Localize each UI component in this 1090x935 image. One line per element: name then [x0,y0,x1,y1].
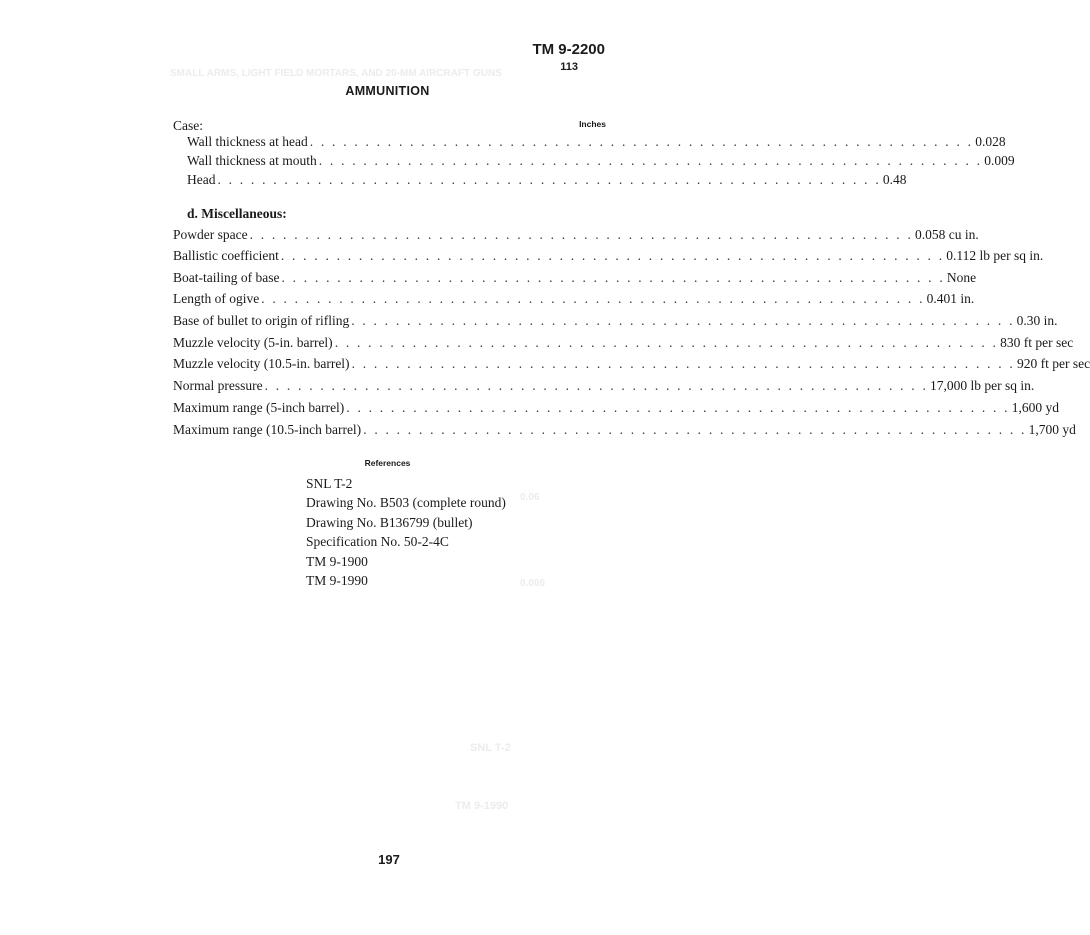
leader-dots: . . . . . . . . . . . . . . . . . . . . . . . . . . . . . . . . . . . . . . . . . . . . . . . . . . . . . . . . . . . . [281,270,945,285]
spec-row [173,313,1058,329]
spec-row [173,335,1074,351]
leader-dots: . . . . . . . . . . . . . . . . . . . . . . . . . . . . . . . . . . . . . . . . . . . . . . . . . . . . . . . . . . . . [318,153,983,168]
spec-row [173,248,1044,264]
spec-label: Muzzle velocity (5-in. barrel) [173,335,333,350]
references-list [306,474,506,590]
leader-dots: . . . . . . . . . . . . . . . . . . . . . . . . . . . . . . . . . . . . . . . . . . . . . . . . . . . . . . . . . . . . [351,356,1015,371]
spec-value: 17,000 lb per sq in. [930,378,1035,393]
spec-value: 0.48 [882,172,907,187]
bleed-through-text: SNL T-2 [470,742,511,754]
spec-value: 1,700 yd [1028,422,1076,437]
spec-value: 920 ft per sec [1017,356,1090,371]
spec-value: 0.058 cu in. [915,227,979,242]
spec-label: Normal pressure [173,378,263,393]
spec-value: 0.30 in. [1016,313,1058,328]
reference-item: Specification No. 50-2-4C [306,534,449,550]
references-title: References [364,458,411,468]
misc-heading: d. Miscellaneous: [187,206,287,221]
spec-row [173,378,1035,394]
spec-value: 830 ft per sec [1000,335,1074,350]
spec-row [173,270,977,286]
spec-row [187,153,1015,169]
reference-item: TM 9-1990 [306,573,368,589]
case-section-label: Case: [173,118,203,133]
spec-value: 0.028 [975,134,1006,149]
spec-label: Boat-tailing of base [173,270,280,285]
units-label: Inches [579,119,606,129]
bleed-through-text: SMALL ARMS, LIGHT FIELD MORTARS, AND 20-MM AIRCRAFT GUNS [170,68,502,79]
spec-label: Base of bullet to origin of rifling [173,313,350,328]
leader-dots: . . . . . . . . . . . . . . . . . . . . . . . . . . . . . . . . . . . . . . . . . . . . . . . . . . . . . . . . . . . . [261,291,925,306]
leader-dots: . . . . . . . . . . . . . . . . . . . . . . . . . . . . . . . . . . . . . . . . . . . . . . . . . . . . . . . . . . . . [309,134,974,149]
spec-value: 1,600 yd [1011,400,1059,415]
reference-item: TM 9-1900 [306,553,368,569]
spec-row [173,400,1059,416]
spec-label: Ballistic coefficient [173,248,279,263]
reference-item: Drawing No. B503 (complete round) [306,495,506,511]
spec-row [187,134,1006,150]
spec-value: 0.401 in. [926,291,975,306]
spec-row [173,227,979,243]
leader-dots: . . . . . . . . . . . . . . . . . . . . . . . . . . . . . . . . . . . . . . . . . . . . . . . . . . . . . . . . . . . . [264,378,929,393]
spec-row [187,172,907,188]
spec-label: Wall thickness at head [187,134,308,149]
spec-label: Head [187,172,216,187]
leader-dots: . . . . . . . . . . . . . . . . . . . . . . . . . . . . . . . . . . . . . . . . . . . . . . . . . . . . . . . . . . . . [249,227,914,242]
header-page-number: 113 [560,61,578,73]
spec-label: Maximum range (5-inch barrel) [173,400,345,415]
spec-value: None [946,270,977,285]
spec-value: 0.112 lb per sq in. [946,248,1044,263]
reference-item: Drawing No. B136799 (bullet) [306,514,473,530]
spec-label: Length of ogive [173,291,260,306]
spec-label: Maximum range (10.5-inch barrel) [173,422,362,437]
reference-item: SNL T-2 [306,476,353,491]
spec-row [173,422,1076,438]
spec-value: 0.009 [984,153,1015,168]
spec-label: Wall thickness at mouth [187,153,317,168]
leader-dots: . . . . . . . . . . . . . . . . . . . . . . . . . . . . . . . . . . . . . . . . . . . . . . . . . . . . . . . . . . . . [351,313,1015,328]
spec-row [173,356,1090,372]
leader-dots: . . . . . . . . . . . . . . . . . . . . . . . . . . . . . . . . . . . . . . . . . . . . . . . . . . . . . . . . . . . . [346,400,1010,415]
leader-dots: . . . . . . . . . . . . . . . . . . . . . . . . . . . . . . . . . . . . . . . . . . . . . . . . . . . . . . . . . . . . [280,248,945,263]
spec-label: Muzzle velocity (10.5-in. barrel) [173,356,350,371]
bleed-through-text: 0.006 [520,578,546,589]
bleed-through-text: 0.06 [520,492,540,503]
leader-dots: . . . . . . . . . . . . . . . . . . . . . . . . . . . . . . . . . . . . . . . . . . . . . . . . . . . . . . . . . . . . [334,335,999,350]
bleed-through-text: TM 9-1990 [455,800,509,812]
page-title: AMMUNITION [345,84,430,98]
leader-dots: . . . . . . . . . . . . . . . . . . . . . . . . . . . . . . . . . . . . . . . . . . . . . . . . . . . . . . . . . . . . [363,422,1027,437]
spec-row [173,291,975,307]
tm-number: TM 9-2200 [532,41,605,58]
leader-dots: . . . . . . . . . . . . . . . . . . . . . . . . . . . . . . . . . . . . . . . . . . . . . . . . . . . . . . . . . . . . [217,172,881,187]
footer-page-number: 197 [378,852,400,867]
spec-label: Powder space [173,227,248,242]
